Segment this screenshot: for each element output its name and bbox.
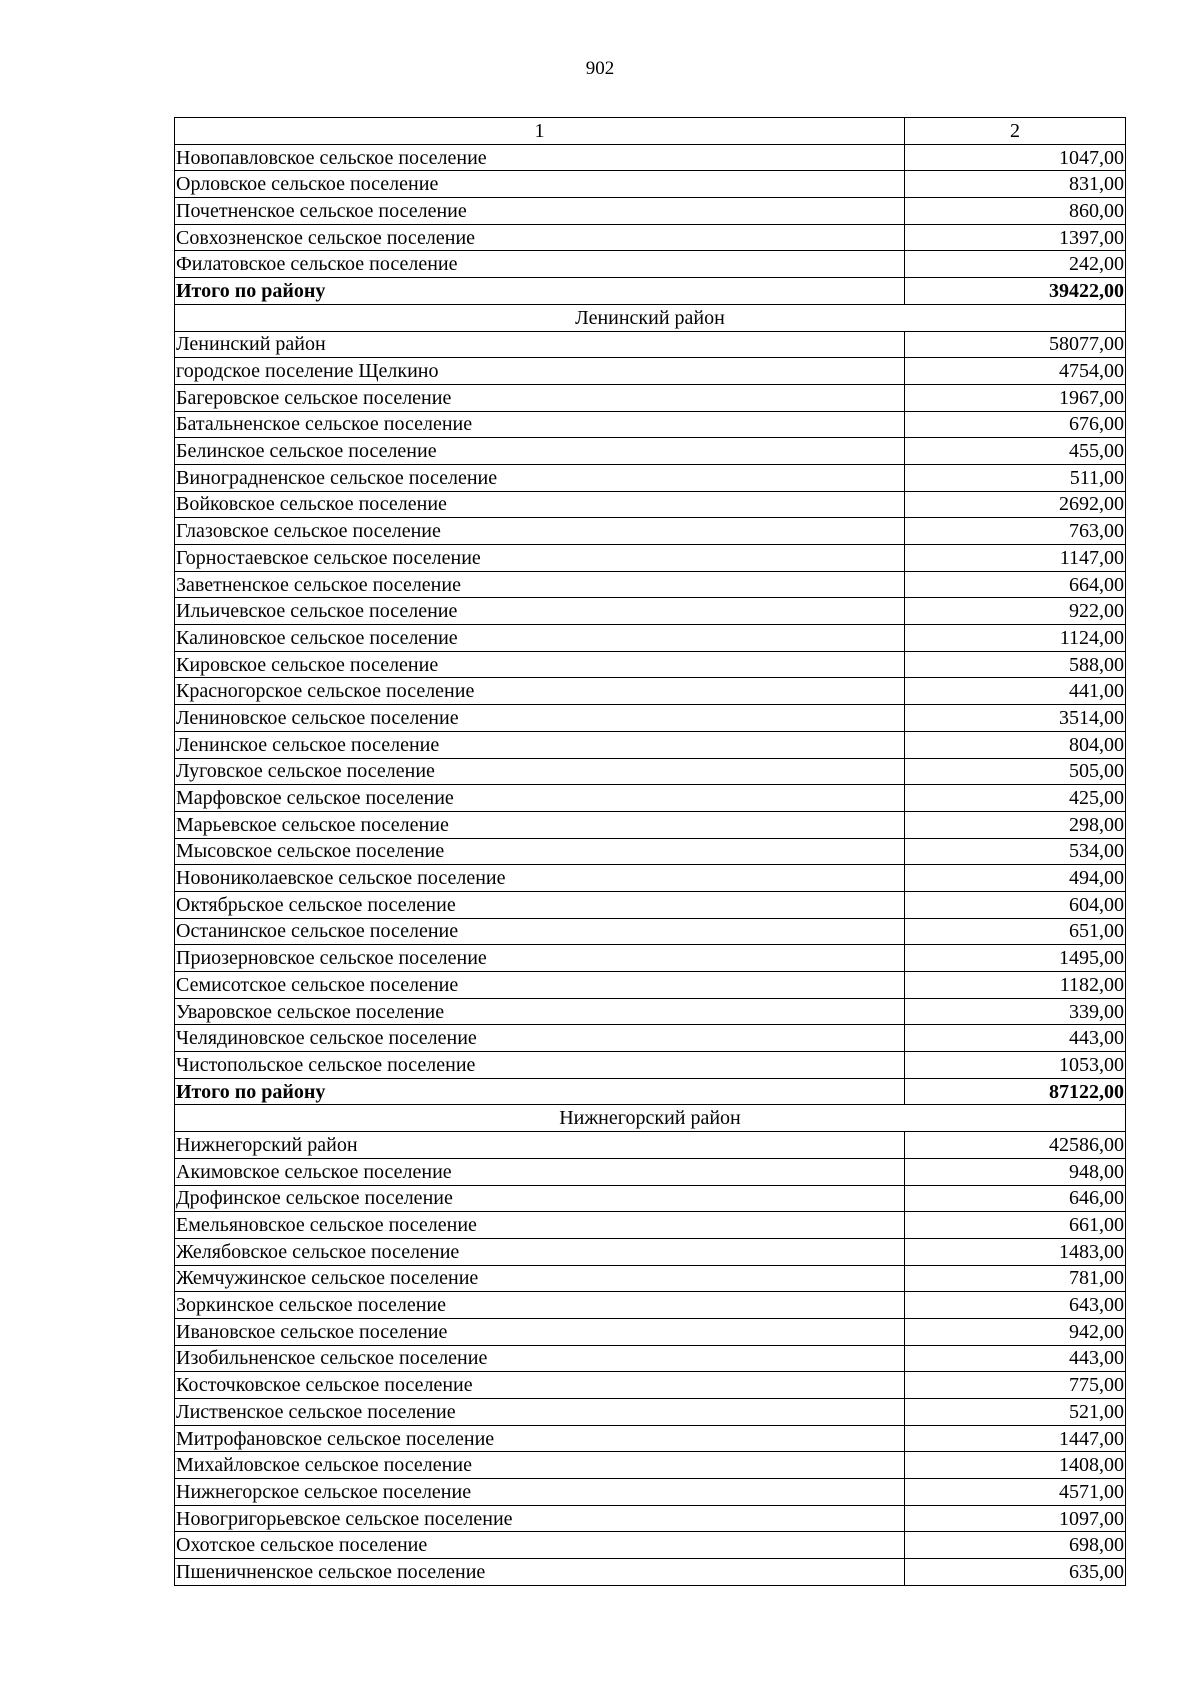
settlement-name: Семисотское сельское поселение [175,972,905,999]
settlement-name: Емельяновское сельское поселение [175,1212,905,1239]
table-body [175,144,1126,1585]
settlement-name: Новопавловское сельское поселение [175,144,905,171]
settlement-name: Приозерновское сельское поселение [175,945,905,972]
total-row [175,1078,1126,1105]
table-row [175,1345,1126,1372]
settlement-value: 1097,00 [905,1505,1126,1532]
table-row [175,1158,1126,1185]
table-row [175,571,1126,598]
settlement-name: Нижнегорское сельское поселение [175,1479,905,1506]
settlement-value: 635,00 [905,1559,1126,1586]
allocation-table [174,117,1126,1586]
settlement-value: 922,00 [905,598,1126,625]
table-row [175,865,1126,892]
table-row [175,198,1126,225]
settlement-value: 763,00 [905,518,1126,545]
table-row [175,678,1126,705]
settlement-name: Совхозненское сельское поселение [175,224,905,251]
settlement-value: 1495,00 [905,945,1126,972]
settlement-name: Нижнегорский район [175,1132,905,1159]
settlement-value: 661,00 [905,1212,1126,1239]
table-row [175,1425,1126,1452]
settlement-value: 1053,00 [905,1052,1126,1079]
settlement-value: 425,00 [905,785,1126,812]
settlement-name: Горностаевское сельское поселение [175,545,905,572]
settlement-value: 521,00 [905,1399,1126,1426]
section-title: Нижнегорский район [175,1105,1126,1132]
settlement-value: 781,00 [905,1265,1126,1292]
settlement-name: Октябрьское сельское поселение [175,891,905,918]
settlement-value: 39422,00 [905,278,1126,305]
settlement-value: 1483,00 [905,1238,1126,1265]
settlement-name: Калиновское сельское поселение [175,625,905,652]
settlement-value: 1182,00 [905,972,1126,999]
settlement-value: 2692,00 [905,491,1126,518]
section-header-row [175,304,1126,331]
settlement-value: 339,00 [905,998,1126,1025]
table-row [175,918,1126,945]
settlement-value: 42586,00 [905,1132,1126,1159]
settlement-name: Пшеничненское сельское поселение [175,1559,905,1586]
table-row [175,731,1126,758]
settlement-name: Мысовское сельское поселение [175,838,905,865]
table-row [175,1265,1126,1292]
settlement-name: Михайловское сельское поселение [175,1452,905,1479]
settlement-name: Кировское сельское поселение [175,651,905,678]
settlement-value: 511,00 [905,464,1126,491]
table-row [175,224,1126,251]
settlement-name: Батальненское сельское поселение [175,411,905,438]
settlement-value: 242,00 [905,251,1126,278]
settlement-value: 604,00 [905,891,1126,918]
table-row [175,1292,1126,1319]
table-row [175,545,1126,572]
settlement-value: 4571,00 [905,1479,1126,1506]
table-row [175,651,1126,678]
settlement-name: Косточковское сельское поселение [175,1372,905,1399]
settlement-name: Филатовское сельское поселение [175,251,905,278]
settlement-name: Уваровское сельское поселение [175,998,905,1025]
table-row [175,438,1126,465]
settlement-name: Чистопольское сельское поселение [175,1052,905,1079]
settlement-value: 676,00 [905,411,1126,438]
table-row [175,1025,1126,1052]
table-row [175,1238,1126,1265]
settlement-name: Ленинский район [175,331,905,358]
settlement-value: 534,00 [905,838,1126,865]
settlement-name: Марфовское сельское поселение [175,785,905,812]
settlement-value: 948,00 [905,1158,1126,1185]
table-row [175,1505,1126,1532]
settlement-name: Дрофинское сельское поселение [175,1185,905,1212]
settlement-value: 1397,00 [905,224,1126,251]
table-row [175,1372,1126,1399]
settlement-value: 942,00 [905,1318,1126,1345]
settlement-value: 87122,00 [905,1078,1126,1105]
settlement-name: Новониколаевское сельское поселение [175,865,905,892]
table-row [175,1452,1126,1479]
settlement-value: 455,00 [905,438,1126,465]
table-row [175,171,1126,198]
settlement-name: Митрофановское сельское поселение [175,1425,905,1452]
settlement-name: Луговское сельское поселение [175,758,905,785]
table-row [175,785,1126,812]
header-col-1: 1 [175,118,905,145]
page-number: 902 [585,58,615,79]
settlement-value: 588,00 [905,651,1126,678]
table-row [175,972,1126,999]
table-row [175,1318,1126,1345]
settlement-name: Ильичевское сельское поселение [175,598,905,625]
table-row [175,1052,1126,1079]
table-row [175,384,1126,411]
table-row [175,1532,1126,1559]
settlement-name: Ивановское сельское поселение [175,1318,905,1345]
table-row [175,1185,1126,1212]
table-row [175,358,1126,385]
settlement-value: 3514,00 [905,705,1126,732]
settlement-name: Останинское сельское поселение [175,918,905,945]
table-row [175,1212,1126,1239]
table-row [175,251,1126,278]
settlement-value: 4754,00 [905,358,1126,385]
settlement-value: 664,00 [905,571,1126,598]
settlement-name: Багеровское сельское поселение [175,384,905,411]
settlement-name: Войковское сельское поселение [175,491,905,518]
settlement-value: 1447,00 [905,1425,1126,1452]
settlement-name: Жемчужинское сельское поселение [175,1265,905,1292]
settlement-name: Лиственское сельское поселение [175,1399,905,1426]
settlement-value: 1408,00 [905,1452,1126,1479]
settlement-value: 441,00 [905,678,1126,705]
settlement-value: 1047,00 [905,144,1126,171]
settlement-value: 298,00 [905,811,1126,838]
settlement-value: 646,00 [905,1185,1126,1212]
settlement-name: Виноградненское сельское поселение [175,464,905,491]
settlement-value: 443,00 [905,1345,1126,1372]
section-title: Ленинский район [175,304,1126,331]
table-header-row [175,118,1126,145]
table-row [175,331,1126,358]
settlement-name: Ленинское сельское поселение [175,731,905,758]
table-row [175,1399,1126,1426]
table-row [175,625,1126,652]
settlement-name: Марьевское сельское поселение [175,811,905,838]
settlement-name: Челядиновское сельское поселение [175,1025,905,1052]
settlement-value: 804,00 [905,731,1126,758]
table-row [175,811,1126,838]
settlement-name: Акимовское сельское поселение [175,1158,905,1185]
table-row [175,464,1126,491]
settlement-value: 1147,00 [905,545,1126,572]
settlement-name: Лениновское сельское поселение [175,705,905,732]
settlement-name: Орловское сельское поселение [175,171,905,198]
settlement-name: Изобильненское сельское поселение [175,1345,905,1372]
settlement-name: Зоркинское сельское поселение [175,1292,905,1319]
table-row [175,1479,1126,1506]
settlement-name: Охотское сельское поселение [175,1532,905,1559]
table-row [175,1559,1126,1586]
settlement-value: 643,00 [905,1292,1126,1319]
table-row [175,144,1126,171]
settlement-value: 443,00 [905,1025,1126,1052]
settlement-name: Новогригорьевское сельское поселение [175,1505,905,1532]
section-header-row [175,1105,1126,1132]
settlement-value: 775,00 [905,1372,1126,1399]
table-row [175,598,1126,625]
table-row [175,518,1126,545]
table-row [175,705,1126,732]
settlement-value: 505,00 [905,758,1126,785]
table-row [175,411,1126,438]
settlement-value: 860,00 [905,198,1126,225]
settlement-name: Почетненское сельское поселение [175,198,905,225]
settlement-name: Итого по району [175,278,905,305]
table-row [175,1132,1126,1159]
table-row [175,891,1126,918]
header-col-2: 2 [905,118,1126,145]
total-row [175,278,1126,305]
settlement-name: Заветненское сельское поселение [175,571,905,598]
table-row [175,998,1126,1025]
settlement-name: Глазовское сельское поселение [175,518,905,545]
settlement-value: 1124,00 [905,625,1126,652]
settlement-value: 58077,00 [905,331,1126,358]
settlement-value: 494,00 [905,865,1126,892]
table-row [175,838,1126,865]
settlement-name: Итого по району [175,1078,905,1105]
settlement-value: 651,00 [905,918,1126,945]
settlement-value: 698,00 [905,1532,1126,1559]
table-row [175,945,1126,972]
settlement-name: Белинское сельское поселение [175,438,905,465]
settlement-name: городское поселение Щелкино [175,358,905,385]
table-row [175,491,1126,518]
settlement-name: Желябовское сельское поселение [175,1238,905,1265]
table-row [175,758,1126,785]
settlement-value: 831,00 [905,171,1126,198]
settlement-value: 1967,00 [905,384,1126,411]
settlement-name: Красногорское сельское поселение [175,678,905,705]
